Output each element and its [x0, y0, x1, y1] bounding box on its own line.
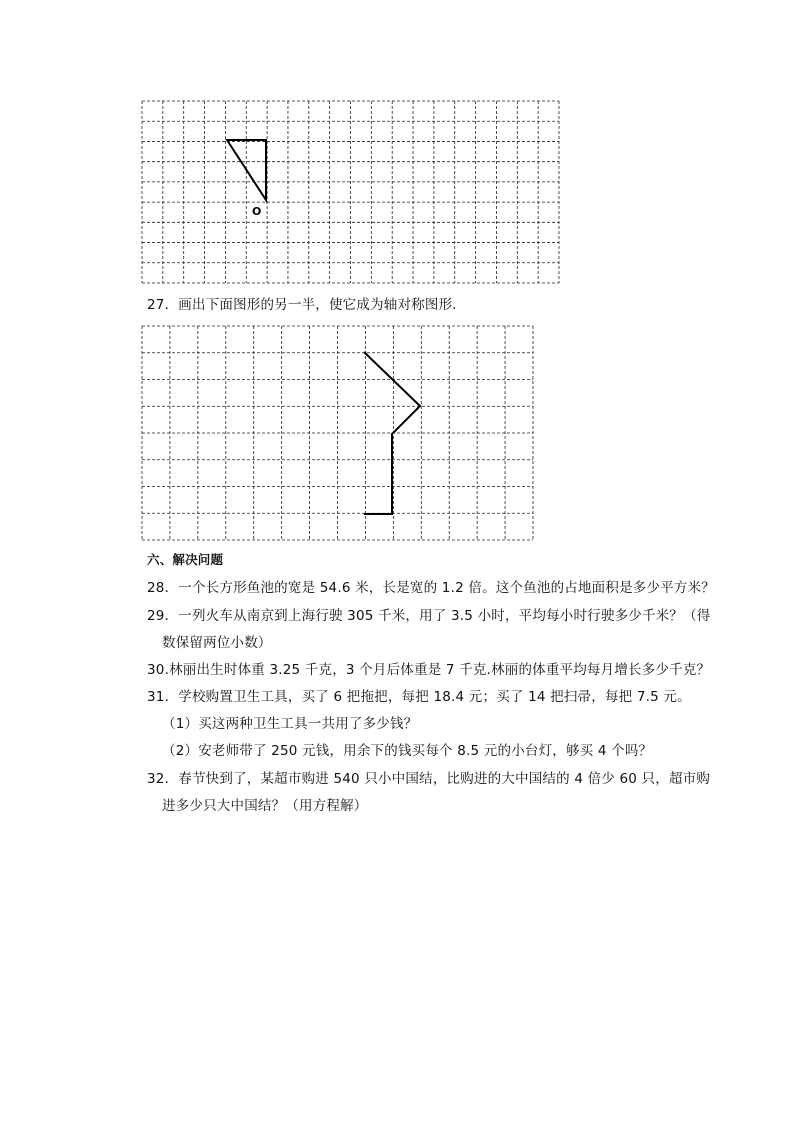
question-31-part2: （2）安老师带了 250 元钱，用余下的钱买每个 8.5 元的小台灯，够买 4 个吗？	[162, 743, 653, 759]
question-27: 27．画出下面图形的另一半，使它成为轴对称图形．	[147, 297, 466, 313]
grid-triangle-figure	[141, 100, 561, 284]
question-30: 30.林丽出生时体重 3.25 千克，3 个月后体重是 7 千克.林丽的体重平均每月增长多少千克？	[147, 662, 711, 678]
question-31: 31．学校购置卫生工具，买了 6 把拖把，每把 18.4 元；买了 14 把扫帚，每把 7.5 元。	[147, 689, 691, 705]
question-29-line2: 数保留两位小数）	[162, 635, 272, 651]
question-32-line1: 32．春节快到了，某超市购进 540 只小中国结，比购进的大中国结的 4 倍少 60 只，超市购	[147, 771, 711, 787]
grid-symmetry-figure	[141, 325, 535, 541]
question-32-line2: 进多少只大中国结？（用方程解）	[162, 798, 368, 814]
question-31-part1: （1）买这两种卫生工具一共用了多少钱？	[162, 716, 418, 732]
point-o-label: O	[252, 205, 262, 218]
section-6-heading: 六、解决问题	[147, 552, 224, 567]
question-29-line1: 29．一列火车从南京到上海行驶 305 千米，用了 3.5 小时，平均每小时行驶多少千米？（得	[147, 608, 711, 624]
question-28: 28．一个长方形鱼池的宽是 54.6 米，长是宽的 1.2 倍。这个鱼池的占地面积是多少平方米？	[147, 580, 715, 596]
